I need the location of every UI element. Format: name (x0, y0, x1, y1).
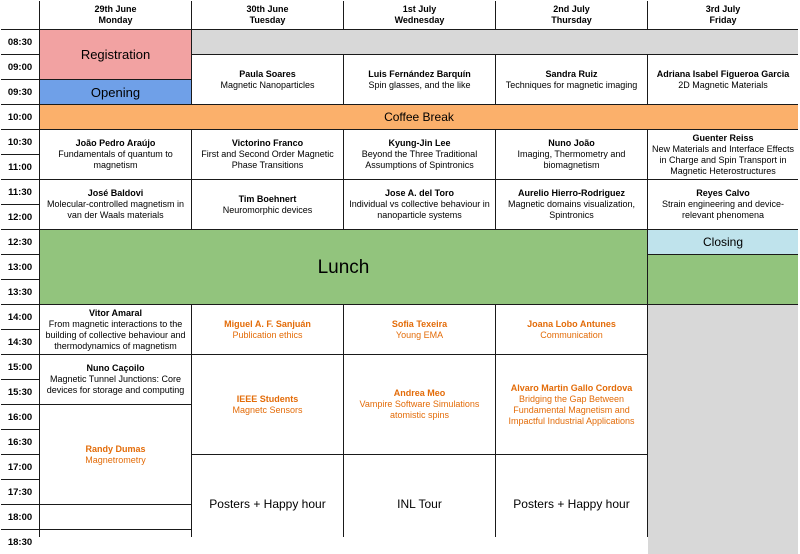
day-weekday: Thursday (551, 15, 592, 25)
empty-slot (40, 530, 191, 554)
talk-cell (40, 130, 191, 179)
speaker-name: Vitor Amaral (88, 307, 143, 318)
event-label: Posters + Happy hour (209, 497, 326, 511)
time-slot: 18:30 (1, 530, 39, 554)
talk-title: Imaging, Thermometry and biomagnetism (517, 149, 626, 170)
talk-cell (192, 55, 343, 104)
time-slot: 11:30 (1, 180, 39, 204)
event-label: Closing (702, 234, 744, 249)
time-slot: 14:30 (1, 330, 39, 354)
speaker-name: Paula Soares (239, 68, 296, 79)
talk-cell (648, 55, 798, 104)
lunch-block-friday (648, 255, 798, 304)
speaker-name: Randy Dumas (85, 443, 146, 454)
speaker-name: José Baldovi (87, 188, 144, 198)
talk-cell (40, 305, 191, 354)
talk-title: Strain engineering and device-relevant phenomena (661, 199, 785, 220)
time-slot: 13:00 (1, 255, 39, 279)
talk-cell (192, 180, 343, 229)
speaker-name: Kyung-Jin Lee (388, 138, 451, 148)
day-weekday: Monday (98, 15, 133, 25)
time-slot: 09:30 (1, 80, 39, 104)
talk-title: Bridging the Gap Between Fundamental Magnetism and Impactful Industrial Applications (508, 393, 635, 426)
speaker-name: Guenter Reiss (692, 132, 754, 143)
speaker-name: Alvaro Martin Gallo Cordova (510, 382, 633, 393)
talk-cell (344, 130, 495, 179)
talk-cell (344, 305, 495, 354)
talk-cell (648, 130, 798, 179)
posters-happy-hour-thursday (496, 455, 647, 554)
speaker-name: Andrea Meo (393, 388, 446, 398)
time-slot: 17:30 (1, 480, 39, 504)
talk-cell (344, 180, 495, 229)
speaker-name: Joana Lobo Antunes (527, 318, 616, 329)
talk-title: Spin glasses, and the like (368, 79, 471, 90)
time-slot: 10:00 (1, 105, 39, 129)
event-label: Coffee Break (384, 109, 454, 124)
day-header-wednesday (344, 1, 495, 29)
registration-block (40, 30, 191, 79)
speaker-name: Sandra Ruiz (545, 68, 598, 79)
lunch-block (40, 230, 647, 304)
speaker-name: João Pedro Araújo (75, 138, 156, 148)
talk-cell (496, 180, 647, 229)
schedule-grid (1, 1, 798, 548)
talk-title: Beyond the Three Traditional Assumptions of Spintronics (361, 149, 478, 170)
talk-cell (648, 180, 798, 229)
time-slot: 12:30 (1, 230, 39, 254)
time-slot: 10:30 (1, 130, 39, 154)
talk-title: Publication ethics (232, 329, 303, 340)
corner-cell (1, 1, 39, 29)
time-slot: 12:00 (1, 205, 39, 229)
speaker-name: Reyes Calvo (696, 188, 750, 198)
talk-title: Individual vs collective behaviour in nanoparticle systems (349, 199, 490, 220)
talk-title: From magnetic interactions to the building of collective behaviour and thermodynamics of magnetism (45, 318, 186, 351)
event-label: Registration (80, 47, 151, 62)
day-header-tuesday (192, 1, 343, 29)
talk-cell (40, 405, 191, 504)
time-slot: 09:00 (1, 55, 39, 79)
day-date: 1st July (402, 4, 437, 14)
day-weekday: Wednesday (394, 15, 445, 25)
talk-title: Magnetrometry (85, 454, 146, 465)
talk-cell (496, 130, 647, 179)
day-date: 3rd July (705, 4, 741, 14)
closing-block (648, 230, 798, 254)
speaker-name: Victorino Franco (231, 138, 304, 148)
talk-cell (40, 355, 191, 404)
talk-title: Young EMA (395, 329, 444, 340)
talk-title: Molecular-controlled magnetism in van der Waals materials (46, 199, 185, 220)
time-slot: 16:00 (1, 405, 39, 429)
talk-cell (496, 305, 647, 354)
time-slot: 08:30 (1, 30, 39, 54)
day-date: 29th June (94, 4, 137, 14)
speaker-name: Aurelio Hierro-Rodriguez (517, 188, 625, 198)
time-slot: 11:00 (1, 155, 39, 179)
talk-title: Magnetic Nanoparticles (220, 79, 315, 90)
opening-block (40, 80, 191, 104)
talk-cell (192, 355, 343, 454)
speaker-name: Adriana Isabel Figueroa Garcia (656, 68, 790, 79)
talk-title: Magnetic domains visualization, Spintronics (507, 199, 636, 220)
event-label: Posters + Happy hour (513, 497, 630, 511)
day-date: 30th June (246, 4, 289, 14)
talk-title: First and Second Order Magnetic Phase Transitions (201, 149, 334, 170)
speaker-name: Tim Boehnert (238, 193, 297, 204)
day-date: 2nd July (553, 4, 590, 14)
talk-title: Techniques for magnetic imaging (505, 79, 638, 90)
time-slot: 16:30 (1, 430, 39, 454)
time-slot: 15:30 (1, 380, 39, 404)
inl-tour-block (344, 455, 495, 554)
time-slot: 15:00 (1, 355, 39, 379)
time-slot: 18:00 (1, 505, 39, 529)
day-weekday: Friday (709, 15, 737, 25)
event-label: INL Tour (397, 497, 442, 511)
time-slot: 14:00 (1, 305, 39, 329)
talk-title: Vampire Software Simulations atomistic spins (359, 399, 480, 420)
event-label: Lunch (317, 256, 370, 278)
talk-cell (496, 355, 647, 454)
empty-slot (648, 305, 798, 554)
speaker-name: Luis Fernández Barquín (368, 68, 471, 79)
talk-title: Fundamentals of quantum to magnetism (58, 149, 173, 170)
talk-cell (496, 55, 647, 104)
speaker-name: Sofia Texeira (391, 318, 448, 329)
talk-cell (192, 130, 343, 179)
talk-title: New Materials and Interface Effects in Charge and Spin Transport in Magnetic Heterostructures (652, 143, 794, 176)
speaker-name: Jose A. del Toro (384, 188, 454, 198)
posters-happy-hour-tuesday (192, 455, 343, 554)
talk-title: 2D Magnetic Materials (678, 79, 768, 90)
day-header-friday (648, 1, 798, 29)
talk-title: Magnetic Tunnel Junctions: Core devices for storage and computing (46, 374, 185, 395)
speaker-name: Nuno Caçoilo (86, 363, 145, 373)
time-slot: 13:30 (1, 280, 39, 304)
talk-cell (344, 55, 495, 104)
day-header-monday (40, 1, 191, 29)
speaker-name: Nuno João (548, 138, 595, 148)
speaker-name: IEEE Students (236, 393, 299, 404)
talk-title: Communication (540, 329, 603, 340)
empty-slot (192, 30, 798, 54)
time-slot: 17:00 (1, 455, 39, 479)
coffee-break-block (40, 105, 798, 129)
talk-cell (192, 305, 343, 354)
empty-slot (40, 505, 191, 529)
talk-cell (40, 180, 191, 229)
talk-cell (344, 355, 495, 454)
day-weekday: Tuesday (249, 15, 286, 25)
talk-title: Magnetc Sensors (232, 404, 303, 415)
talk-title: Neuromorphic devices (222, 204, 313, 215)
event-label: Opening (90, 84, 141, 100)
day-header-thursday (496, 1, 647, 29)
speaker-name: Miguel A. F. Sanjuán (224, 318, 311, 329)
